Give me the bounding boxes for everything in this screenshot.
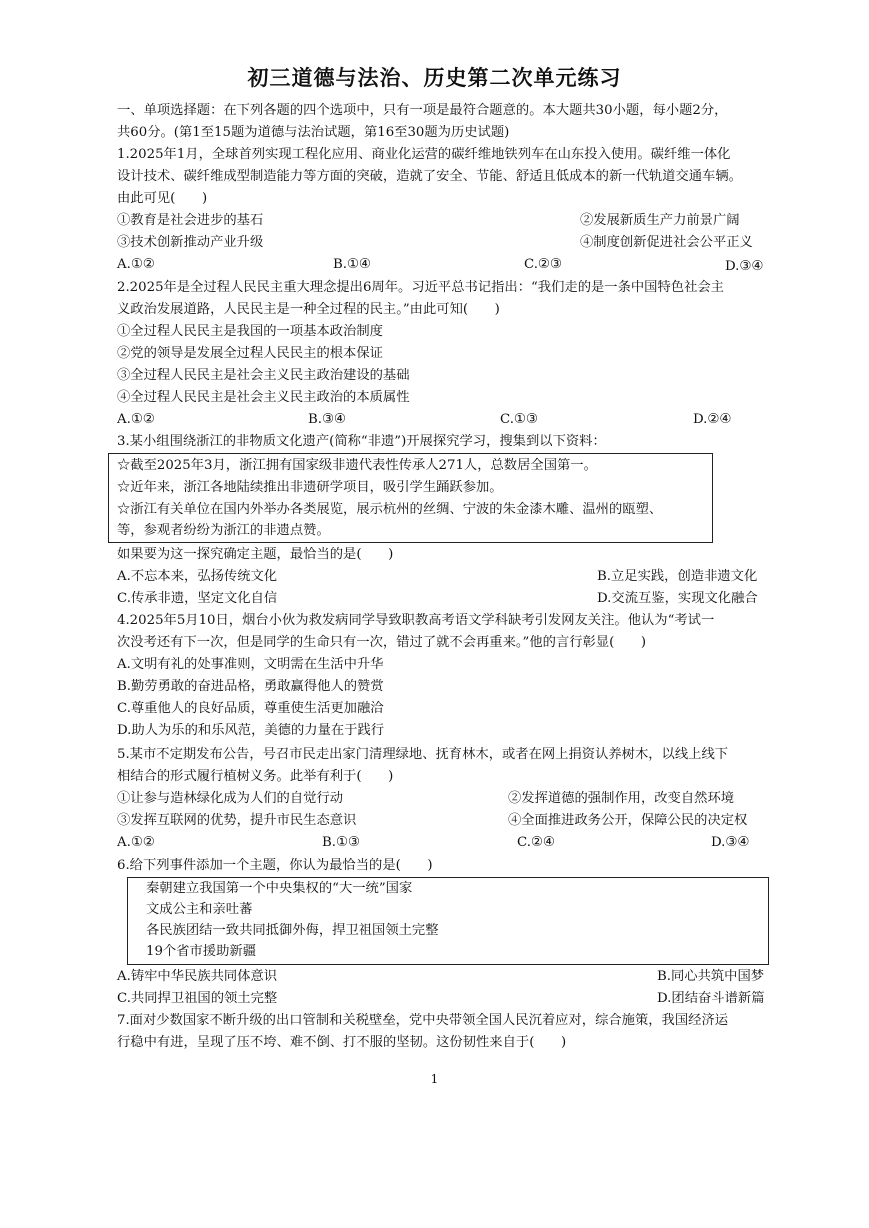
q1-statement-3: ③技术创新推动产业升级 [117, 235, 264, 250]
q2-option-a[interactable]: A.①② [117, 412, 155, 427]
q1-statement-2: ②发展新质生产力前景广阔 [580, 213, 740, 228]
q4-option-a[interactable]: A.文明有礼的处事准则，文明需在生活中升华 [117, 657, 384, 672]
q3-stem-line-1: 3.某小组围绕浙江的非物质文化遗产(简称“非遗”)开展探究学习，搜集到以下资料： [117, 434, 606, 449]
q6-option-d[interactable]: D.团结奋斗谱新篇 [657, 991, 765, 1006]
q1-option-b[interactable]: B.①④ [333, 257, 371, 272]
q1-stem-line-2: 设计技术、碳纤维成型制造能力等方面的突破，造就了安全、节能、舒适且低成本的新一代轨道交通车辆。 [117, 169, 742, 184]
q6-stem-line-1: 6.给下列事件添加一个主题，你认为最恰当的是( ) [117, 858, 433, 873]
q1-option-d[interactable]: D.③④ [725, 259, 764, 274]
q2-stem-line-1: 2.2025年是全过程人民民主重大理念提出6周年。习近平总书记指出：“我们走的是一条中国特色社会主 [117, 280, 724, 295]
q5-statement-2: ②发挥道德的强制作用，改变自然环境 [508, 791, 735, 806]
q6-option-c[interactable]: C.共同捍卫祖国的领土完整 [117, 991, 278, 1006]
q5-statement-4: ④全面推进政务公开，保障公民的决定权 [508, 813, 748, 828]
q5-option-a[interactable]: A.①② [117, 835, 155, 850]
q2-statement-3: ③全过程人民民主是社会主义民主政治建设的基础 [117, 368, 410, 383]
q2-statement-1: ①全过程人民民主是我国的一项基本政治制度 [117, 324, 383, 339]
q3-material-line-2: ☆近年来，浙江各地陆续推出非遗研学项目，吸引学生踊跃参加。 [117, 480, 503, 495]
q6-event-1: 秦朝建立我国第一个中央集权的“大一统”国家 [146, 881, 413, 896]
q3-stem-line-2: 如果要为这一探究确定主题，最恰当的是( ) [117, 547, 394, 562]
q4-stem-line-2: 次没考还有下一次，但是同学的生命只有一次，错过了就不会再重来。”他的言行彰显( ) [117, 635, 647, 650]
q5-option-b[interactable]: B.①③ [322, 835, 360, 850]
q5-stem-line-1: 5.某市不定期发布公告，号召市民走出家门清理绿地、抚育林木，或者在网上捐资认养树木，以线上线下 [117, 747, 729, 762]
q1-stem-line-3: 由此可见( ) [117, 191, 208, 206]
q3-material-line-1: ☆截至2025年3月，浙江拥有国家级非遗代表性传承人271人，总数居全国第一。 [117, 458, 597, 473]
q3-material-line-4: 等，参观者纷纷为浙江的非遗点赞。 [117, 523, 330, 538]
q6-option-b[interactable]: B.同心共筑中国梦 [657, 969, 765, 984]
q2-stem-line-2: 义政治发展道路，人民民主是一种全过程的民主。”由此可知( ) [117, 302, 500, 317]
section-instructions-line-1: 一、单项选择题：在下列各题的四个选项中，只有一项是最符合题意的。本大题共30小题，每小题2分， [117, 103, 728, 118]
q3-option-a[interactable]: A.不忘本来，弘扬传统文化 [117, 569, 278, 584]
q3-option-b[interactable]: B.立足实践，创造非遗文化 [597, 569, 758, 584]
q5-stem-line-2: 相结合的形式履行植树义务。此举有利于( ) [117, 769, 394, 784]
q7-stem-line-1: 7.面对少数国家不断升级的出口管制和关税壁垒，党中央带领全国人民沉着应对，综合施策，我国经济运 [117, 1013, 729, 1028]
q1-statement-4: ④制度创新促进社会公平正义 [580, 235, 753, 250]
q2-option-d[interactable]: D.②④ [693, 412, 732, 427]
q6-event-3: 各民族团结一致共同抵御外侮，捍卫祖国领土完整 [146, 923, 439, 938]
q2-statement-4: ④全过程人民民主是社会主义民主政治的本质属性 [117, 390, 410, 405]
q2-option-c[interactable]: C.①③ [500, 412, 538, 427]
q5-option-d[interactable]: D.③④ [711, 835, 750, 850]
q3-option-c[interactable]: C.传承非遗，坚定文化自信 [117, 591, 278, 606]
q7-stem-line-2: 行稳中有进，呈现了压不垮、难不倒、打不服的坚韧。这份韧性来自于( ) [117, 1035, 567, 1050]
q6-event-2: 文成公主和亲吐蕃 [146, 902, 253, 917]
q4-option-c[interactable]: C.尊重他人的良好品质，尊重使生活更加融洽 [117, 701, 384, 716]
q1-option-c[interactable]: C.②③ [524, 257, 562, 272]
q4-stem-line-1: 4.2025年5月10日，烟台小伙为救发病同学导致职教高考语文学科缺考引发网友关注。他认为“考试一 [117, 613, 715, 628]
q3-material-line-3: ☆浙江有关单位在国内外举办各类展览，展示杭州的丝绸、宁波的朱金漆木雕、温州的瓯塑、 [117, 502, 663, 517]
q3-option-d[interactable]: D.交流互鉴，实现文化融合 [597, 591, 758, 606]
q1-stem-line-1: 1.2025年1月，全球首列实现工程化应用、商业化运营的碳纤维地铁列车在山东投入使用。碳纤维一体化 [117, 147, 731, 162]
q5-statement-1: ①让参与造林绿化成为人们的自觉行动 [117, 791, 344, 806]
page-title: 初三道德与法治、历史第二次单元练习 [247, 66, 622, 90]
q4-option-b[interactable]: B.勤劳勇敢的奋进品格，勇敢赢得他人的赞赏 [117, 679, 384, 694]
q2-statement-2: ②党的领导是发展全过程人民民主的根本保证 [117, 346, 383, 361]
q5-option-c[interactable]: C.②④ [517, 835, 555, 850]
q5-statement-3: ③发挥互联网的优势，提升市民生态意识 [117, 813, 357, 828]
q1-statement-1: ①教育是社会进步的基石 [117, 213, 264, 228]
section-instructions-line-2: 共60分。(第1至15题为道德与法治试题，第16至30题为历史试题) [117, 125, 510, 140]
q6-event-4: 19个省市援助新疆 [146, 944, 256, 959]
q4-option-d[interactable]: D.助人为乐的和乐风范，美德的力量在于践行 [117, 723, 385, 738]
q2-option-b[interactable]: B.③④ [308, 412, 346, 427]
q6-option-a[interactable]: A.铸牢中华民族共同体意识 [117, 969, 278, 984]
q1-option-a[interactable]: A.①② [117, 257, 155, 272]
page-number: 1 [430, 1072, 439, 1086]
